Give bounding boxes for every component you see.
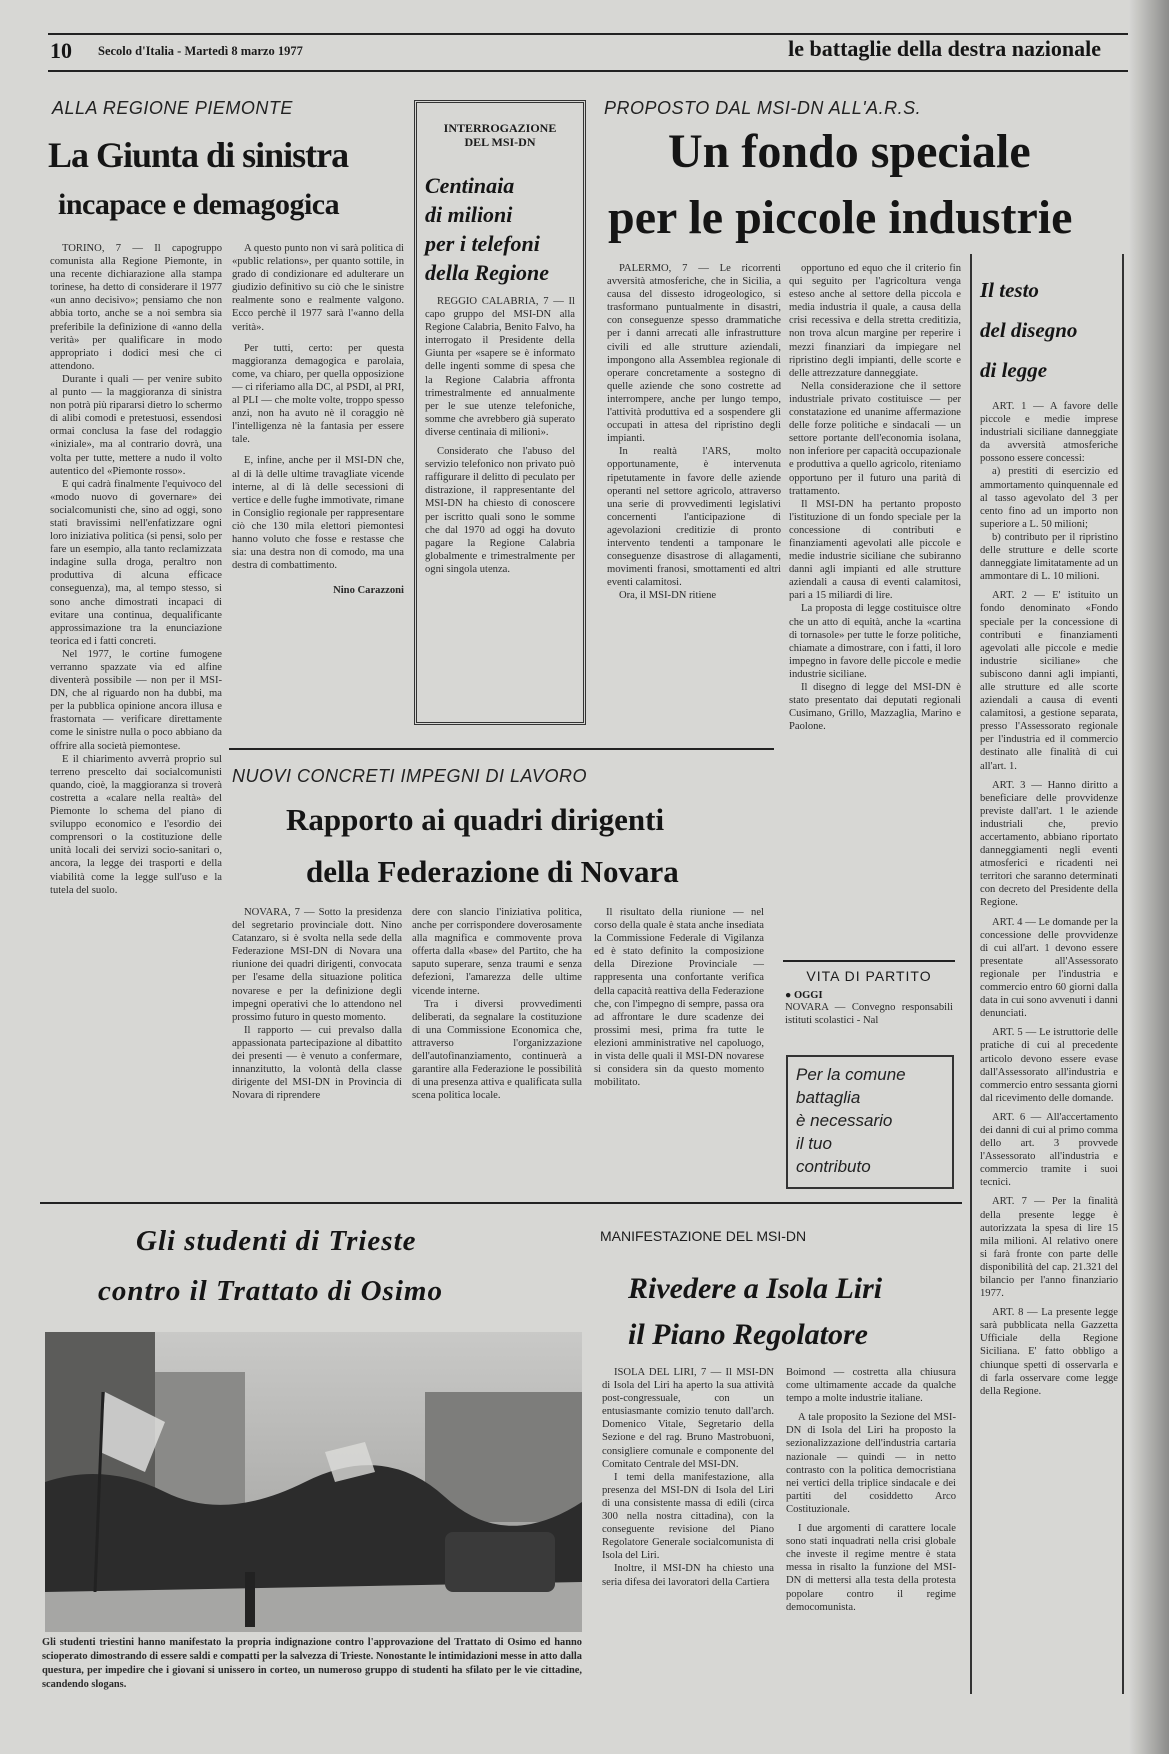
novara-col3 — [594, 906, 764, 1089]
paragraph: Durante i quali — per venire subito al punto — la maggioranza di sinistra non potrà più ripararsi dietro lo schermo di alibi comodi e pretestuosi, essendosi ormai conclusa la fase del rodaggio «iniziale», ma al contrario dovrà, una volta per tutte, mettere a nudo il volto autentico del «Piemonte rosso». — [50, 373, 222, 477]
vita-bullet-label: OGGI — [793, 990, 823, 1001]
piemonte-headline-2: incapace e demagogica — [58, 188, 340, 221]
piemonte-col1 — [50, 242, 222, 897]
isola-headline-2: il Piano Regolatore — [628, 1318, 868, 1351]
legge-body — [980, 400, 1118, 1398]
paragraph: PALERMO, 7 — Le ricorrenti avversità atmosferiche, che in Sicilia, a causa del dissesto idrogeologico, si trasformano puntualmente in disastri, con conseguenze spesso drammatiche per i danni arrecati alle infrastrutture civili ed alle strutture aziendali, impongono alla Assemblea regionale di operare concretamente a sostegno di quelle aziende che sono costrette ad interrompere, anche per lungo tempo, l'attività produttiva ed a sospendere gli occupati in attesa del ripristino degli impianti. — [607, 263, 781, 445]
photo-tripod — [245, 1572, 255, 1627]
contributo-line: il tuo — [796, 1134, 832, 1153]
masthead: Secolo d'Italia - Martedì 8 marzo 1977 — [98, 44, 303, 58]
novara-kicker: NUOVI CONCRETI IMPEGNI DI LAVORO — [232, 766, 588, 786]
novara-headline-2: della Federazione di Novara — [306, 854, 679, 889]
paragraph: Considerato che l'abuso del servizio telefonico non privato può raffigurare il delitto di peculato per distrazione, il rappresentante del MSI-DN ha chiesto di conoscere per iscritto quali sono le somme che dal 1970 ad oggi ha dovuto pagare la Regione Calabria globalmente e trimestralmente per ogni singola utenza. — [425, 446, 575, 575]
paragraph: Boimond — costretta alla chiusura come ultimamente accade da qualche tempo a molte industrie italiane. — [786, 1367, 956, 1405]
contributo-line: è necessario — [796, 1111, 893, 1130]
paragraph: E, infine, anche per il MSI-DN che, al di là delle ultime travagliate vicende interne, al di là delle secessioni di vertice e delle fughe immotivate, rimane in Consiglio regionale per rappresentare ciò che 130 mila elettori piemontesi hanno voluto che fosse e restasse che sia: una destra non di comodo, ma una destra di combattimento. — [232, 455, 404, 572]
paragraph: A questo punto non vi sarà politica di «public relations», per quanto sottile, in grado di condizionare ed adulterare un giudizio definitivo su ciò che le sinistre realmente sono e realmente valgono. Ecco perchè il 1977 sarà l'«anno della verità». — [232, 243, 404, 333]
headline-line: di legge — [980, 358, 1048, 382]
novara-top-rule — [229, 748, 774, 750]
fondo-headline-2: per le piccole industrie — [608, 191, 1073, 244]
headline-line: della Regione — [425, 260, 550, 285]
paragraph: REGGIO CALABRIA, 7 — Il capo gruppo del MSI-DN alla Regione Calabria, Benito Falvo, ha interrogato il Presidente della Giunta per «sapere se è informato delle ingenti somme di spesa che la Regione Calabria affronta trimestralmente ed annualmente per le sue utenze telefoniche, somme che avrebbero già superato diverse centinaia di milioni». — [425, 296, 575, 438]
paragraph: TORINO, 7 — Il capogruppo comunista alla Regione Piemonte, in una recente dichiarazione alla stampa torinese, ha detto di considerare il 1977 «un anno decisivo»; pensiamo che non abbia torto, anche se a noi sembra sia preferibile la definizione di «anno della verità» per qualificare in modo appropriato i dodici mesi che ci attendono. — [50, 243, 222, 372]
paragraph: Il disegno di legge del MSI-DN è stato presentato dai deputati regionali Cusimano, Grillo, Mazzaglia, Marino e Paolone. — [789, 682, 961, 733]
novara-col2 — [412, 906, 582, 1102]
fondo-headline-1: Un fondo speciale — [668, 125, 1031, 178]
trieste-photo — [45, 1332, 582, 1632]
article-paragraph: ART. 2 — E' istituito un fondo denominato «Fondo speciale per la concessione di contributi e finanziamenti agevolati alle piccole e medie industrie siciliane» che subiscono danni agli impianti, alle strutture ed alle scorte aziendali a causa di eventi calamitosi, a gestione separata, presso l'Assessorato regionale per l'industria ed il commercio destinato alle finalità di cui all'art. 1. — [980, 590, 1118, 772]
headline-line: per i telefoni — [425, 231, 540, 256]
paragraph: dere con slancio l'iniziativa politica, anche per corrispondere doverosamente alla magnifica e commovente prova offerta dalla «base» del Partito, che ha saputo superare, senza traumi e senza defezioni, l'amarezza delle ultime vicende interne. — [412, 907, 582, 997]
isola-col2 — [786, 1366, 956, 1614]
vita-bullet — [785, 990, 953, 1001]
piemonte-headline-1: La Giunta di sinistra — [48, 135, 349, 175]
paragraph: La proposta di legge costituisce oltre che un atto di equità, anche la «cartina di tornasole» per tutte le forze politiche, chiamate a dimostrare, con i fatti, il loro impegno in favore delle piccole e medie industrie siciliane. — [789, 603, 961, 680]
paragraph: Tra i diversi provvedimenti deliberati, da segnalare la costituzione di una Commissione Economica che, attraverso l'organizzazione dell'autofinanziamento, continuerà a garantire alla Federazione le possibilità di una presenza attiva e qualificata sulla scena politica locale. — [412, 998, 582, 1102]
contributo-box — [786, 1055, 954, 1189]
signature: Nino Carazzoni — [333, 585, 404, 597]
paragraph: I due argomenti di carattere locale sono stati inquadrati nella crisi globale che investe il regime mentre è stata messa in risalto la funzione del MSI-DN di mettersi alla testa della protesta popolare contro il regime democomunista. — [786, 1523, 956, 1613]
page-number: 10 — [50, 38, 72, 63]
paragraph: E qui cadrà finalmente l'equivoco del «modo nuovo di governare» dei socialcomunisti che, sino ad oggi, sono stati bravissimi nell'enfatizzare ogni loro iniziativa politica (si pensi, solo per fare un esempio, alla tanto reclamizzata indagine sulla droga, peraltro non produttiva di alcuna efficace conseguenza), ma, al tempo stesso, si sono anche dimostrati incapaci di evitare una continua, dequalificante approssimazione tra la enunciazione teorica ed i fatti concreti. — [50, 478, 222, 647]
article-paragraph: b) contributo per il ripristino delle strutture e delle scorte danneggiate limitatamente ad un ammontare di L. 10 milioni. — [980, 531, 1118, 583]
vita-top-rule — [783, 960, 955, 962]
legge-sidebar — [970, 254, 1124, 1694]
paragraph: Il risultato della riunione — nel corso della quale è stata anche insediata la Commissione Federale di Vigilanza ed è stato definito la composizione della Direzione Provinciale — rappresenta una confortante verifica della capacità reattiva della Federazione che, con l'impegno di sempre, passa ora ad affrontare le dure scadenze dei prossimi mesi, prima fra tutte le elezioni amministrative nel capoluogo, in vista delle quali il MSI-DN novarese si considera sin da questo momento mobilitato. — [594, 907, 764, 1089]
article-paragraph: ART. 4 — Le domande per la concessione delle provvidenze di cui all'art. 1 devono essere presentate all'Assessorato regionale per l'industria e commercio entro 60 giorni dalla data in cui sono avvenuti i danni denunciati. — [980, 916, 1118, 1020]
paragraph: ISOLA DEL LIRI, 7 — Il MSI-DN di Isola del Liri ha aperto la sua attività post-congressuale, con un entusiasmante comizio tenuto dall'arch. Domenico Vitale, Segretario della Sezione e del rag. Bruno Mastrobuoni, consigliere comunale e componente del Comitato Centrale del MSI-DN. — [602, 1367, 774, 1470]
vita-title: VITA DI PARTITO — [806, 968, 932, 984]
piemonte-col2 — [232, 242, 404, 597]
vita-item: NOVARA — Convegno responsabili istituti scolastici - Nal — [785, 1002, 953, 1027]
isola-col1 — [602, 1366, 774, 1589]
isola-headline-1: Rivedere a Isola Liri — [628, 1272, 883, 1305]
article-paragraph: ART. 5 — Le istruttorie delle pratiche di cui al precedente articolo devono essere evase dall'Assessorato all'industria e commercio entro sessanta giorni dal ricevimento delle domande. — [980, 1027, 1118, 1104]
vita-partito — [785, 968, 953, 1027]
paragraph: Il rapporto — cui prevalso dalla appassionata partecipazione al dibattito dei presenti — è venuto a confermare, innanzitutto, la volontà della classe dirigente del MSI-DN in Provincia di Novara di riprendere — [232, 1024, 402, 1102]
trieste-headline-2: contro il Trattato di Osimo — [98, 1275, 443, 1307]
bottom-section-rule — [40, 1202, 962, 1204]
isola-kicker: MANIFESTAZIONE DEL MSI-DN — [600, 1228, 807, 1244]
paragraph: Nel 1977, le cortine fumogene verranno spazzate via ed alfine diventerà possibile — non per il MSI-DN, che al riguardo non ha dubbi, ma per la pubblica opinione ancora illusa e frastornata — verificare direttamente come le sinistre nulla o poco abbiano da offrire alla società piemontese. — [50, 648, 222, 752]
headline-line: Il testo — [980, 278, 1039, 302]
article-paragraph: ART. 8 — La presente legge sarà pubblicata nella Gazzetta Ufficiale della Regione Siciliana. E' fatto obbligo a chiunque spetti di osservarla e di farla osservare come legge della Regione. — [980, 1307, 1118, 1397]
piemonte-kicker: ALLA REGIONE PIEMONTE — [52, 98, 293, 118]
paragraph: Il MSI-DN ha pertanto proposto l'istituzione di un fondo speciale per la concessione di contributi e finanziamenti agevolati alle piccole e medie industrie siciliane che subiranno danni agli impianti ed alle strutture aziendali a causa di eventi calamitosi, pari a 15 miliardi di lire. — [789, 498, 961, 602]
page-binding-shadow — [1129, 0, 1169, 1754]
paragraph: Inoltre, il MSI-DN ha chiesto una seria difesa dei lavoratori della Cartiera — [602, 1563, 774, 1588]
header-bottom-rule — [48, 70, 1128, 72]
paragraph: In realtà l'ARS, molto opportunamente, è intervenuta ripetutamente in favore delle aziende operanti nel settore agricolo, attraverso una serie di provvedimenti legislativi concernenti l'anticipazione di agevolazioni creditizie di pronto intervento tendenti a tamponare le conseguenze disastrose di allagamenti, movimenti franosi, smottamenti ed altri eventi calamitosi. — [607, 446, 781, 589]
header-top-rule — [48, 33, 1128, 35]
paragraph: E il chiarimento avverrà proprio sul terreno prescelto dai socialcomunisti quando, cioè, la maggioranza si troverà costretta a «calare nella realtà» del Piemonte lo schema del piano di sviluppo economico e l'esordio dei comprensori o la costituzione delle unità locali dei servizi socio-sanitari o, ancora, la legge dei trasporti e della viabilità come la legge sull'uso e la tutela del suolo. — [50, 753, 222, 896]
bullet-icon: ● — [785, 990, 792, 1001]
article-paragraph: ART. 6 — All'accertamento dei danni di cui al primo comma dello art. 3 provvede l'Assessorato all'industria e commercio tramite i suoi tecnici. — [980, 1111, 1118, 1189]
paragraph: Nella considerazione che il settore industriale privato costituisce — per constatazione ed unanime affermazione delle forze politiche e sindacali — un settore portante dell'economia isolana, non inferiore per capacità occupazionale e produttiva a quello agricolo, riteniamo opportuno per il futuro una parità di trattamento. — [789, 380, 961, 497]
fondo-kicker: PROPOSTO DAL MSI-DN ALL'A.R.S. — [604, 98, 922, 118]
contributo-line: contributo — [796, 1157, 871, 1176]
photo-car — [445, 1532, 555, 1592]
headline-line: del disegno — [980, 318, 1078, 342]
trieste-headline-1: Gli studenti di Trieste — [136, 1225, 417, 1257]
contributo-line: Per la comune — [796, 1065, 906, 1084]
fondo-col1 — [607, 262, 781, 602]
trieste-caption: Gli studenti triestini hanno manifestato la propria indignazione contro l'approvazione del Trattato di Osimo ed hanno scioperato dimostrando di essere saldi e compatti per la salvezza di Trieste. Nonostante le intimidazioni messe in atto dalla questura, per impedire che i giovani si unissero in corteo, un numeroso gruppo di studenti ha sfilato per le vie cittadine, scandendo slogans. — [42, 1637, 582, 1690]
telefoni-body — [425, 295, 575, 576]
paragraph: opportuno ed equo che il criterio fin qui seguito per l'agricoltura venga esteso anche al settore della piccola e media industria il quale, a causa della crisi recessiva e della stretta creditizia, non trova alcun margine per reperire i mezzi finanziari da impiegare nel ripristino degli impianti, delle scorte e delle attrezzature danneggiate. — [789, 263, 961, 379]
paragraph: Ora, il MSI-DN ritiene — [619, 590, 717, 602]
telefoni-headline — [425, 171, 575, 287]
contributo-text — [796, 1063, 944, 1178]
paragraph: NOVARA, 7 — Sotto la presidenza del segretario provinciale dott. Nino Catanzaro, si è svolta nella sede della Federazione MSI-DN di Novara una riunione dei quadri dirigenti, convocata per l'esame della situazione politica novarese e per la definizione degli impegni operativi che lo attendono nel prossimo futuro in questo momento. — [232, 907, 402, 1023]
telefoni-kicker: INTERROGAZIONE DEL MSI-DN — [443, 121, 557, 149]
article-paragraph: ART. 1 — A favore delle piccole e medie imprese industriali siciliane danneggiate da avversità atmosferiche possono essere concessi: — [980, 401, 1118, 465]
fondo-col2 — [789, 262, 961, 733]
article-paragraph: ART. 7 — Per la finalità della presente legge è autorizzata la spesa di lire 15 mila milioni. Al relativo onere si farà fronte con parte delle disponibilità del cap. 21.321 del bilancio per l'anno finanziario 1977. — [980, 1196, 1118, 1300]
contributo-line: battaglia — [796, 1088, 861, 1107]
section-title: le battaglie della destra nazionale — [788, 36, 1101, 61]
paragraph: A tale proposito la Sezione del MSI-DN di Isola del Liri ha proposto la sezionalizzazione dell'industria cartaria nazionale — quindi — in netto contrasto con la politica democristiana nei vertici della triplice sindacale e dei partiti del cosiddetto Arco Costituzionale. — [786, 1412, 956, 1515]
telefoni-box — [414, 100, 586, 725]
article-paragraph: ART. 3 — Hanno diritto a beneficiare delle provvidenze previste dall'art. 1 le aziende industriali che, previo accertamento, abbiano riportato danneggiamenti negli eventi atmosferici e ricadenti nei territori che saranno determinati con decreto del Presidente della Regione. — [980, 779, 1118, 909]
paragraph: Per tutti, certo: per questa maggioranza demagogica e parolaia, come, va chiaro, per quella opposizione — ci riferiamo alla DC, al PSDI, al PRI, al PLI — che molte volte, troppo spesso anzi, non ha avuto nè il coraggio nè l'intelligenza nè la fantasia per essere tale. — [232, 342, 404, 446]
novara-col1 — [232, 906, 402, 1102]
paragraph: I temi della manifestazione, alla presenza del MSI-DN di Isola del Liri di una consistente massa di edili (circa 300 nella nostra cittadina), con la conseguente revisione del Piano Regolatore Generale socialcomunista di Isola del Liri. — [602, 1471, 774, 1562]
article-paragraph: a) prestiti di esercizio ed ammortamento quinquennale ed al tasso agevolato del 3 per cento fino ad un importo non superiore a L. 50 milioni; — [980, 466, 1118, 530]
headline-line: di milioni — [425, 202, 513, 227]
novara-headline-1: Rapporto ai quadri dirigenti — [286, 802, 665, 837]
legge-headline — [980, 270, 1118, 390]
headline-line: Centinaia — [425, 173, 515, 198]
